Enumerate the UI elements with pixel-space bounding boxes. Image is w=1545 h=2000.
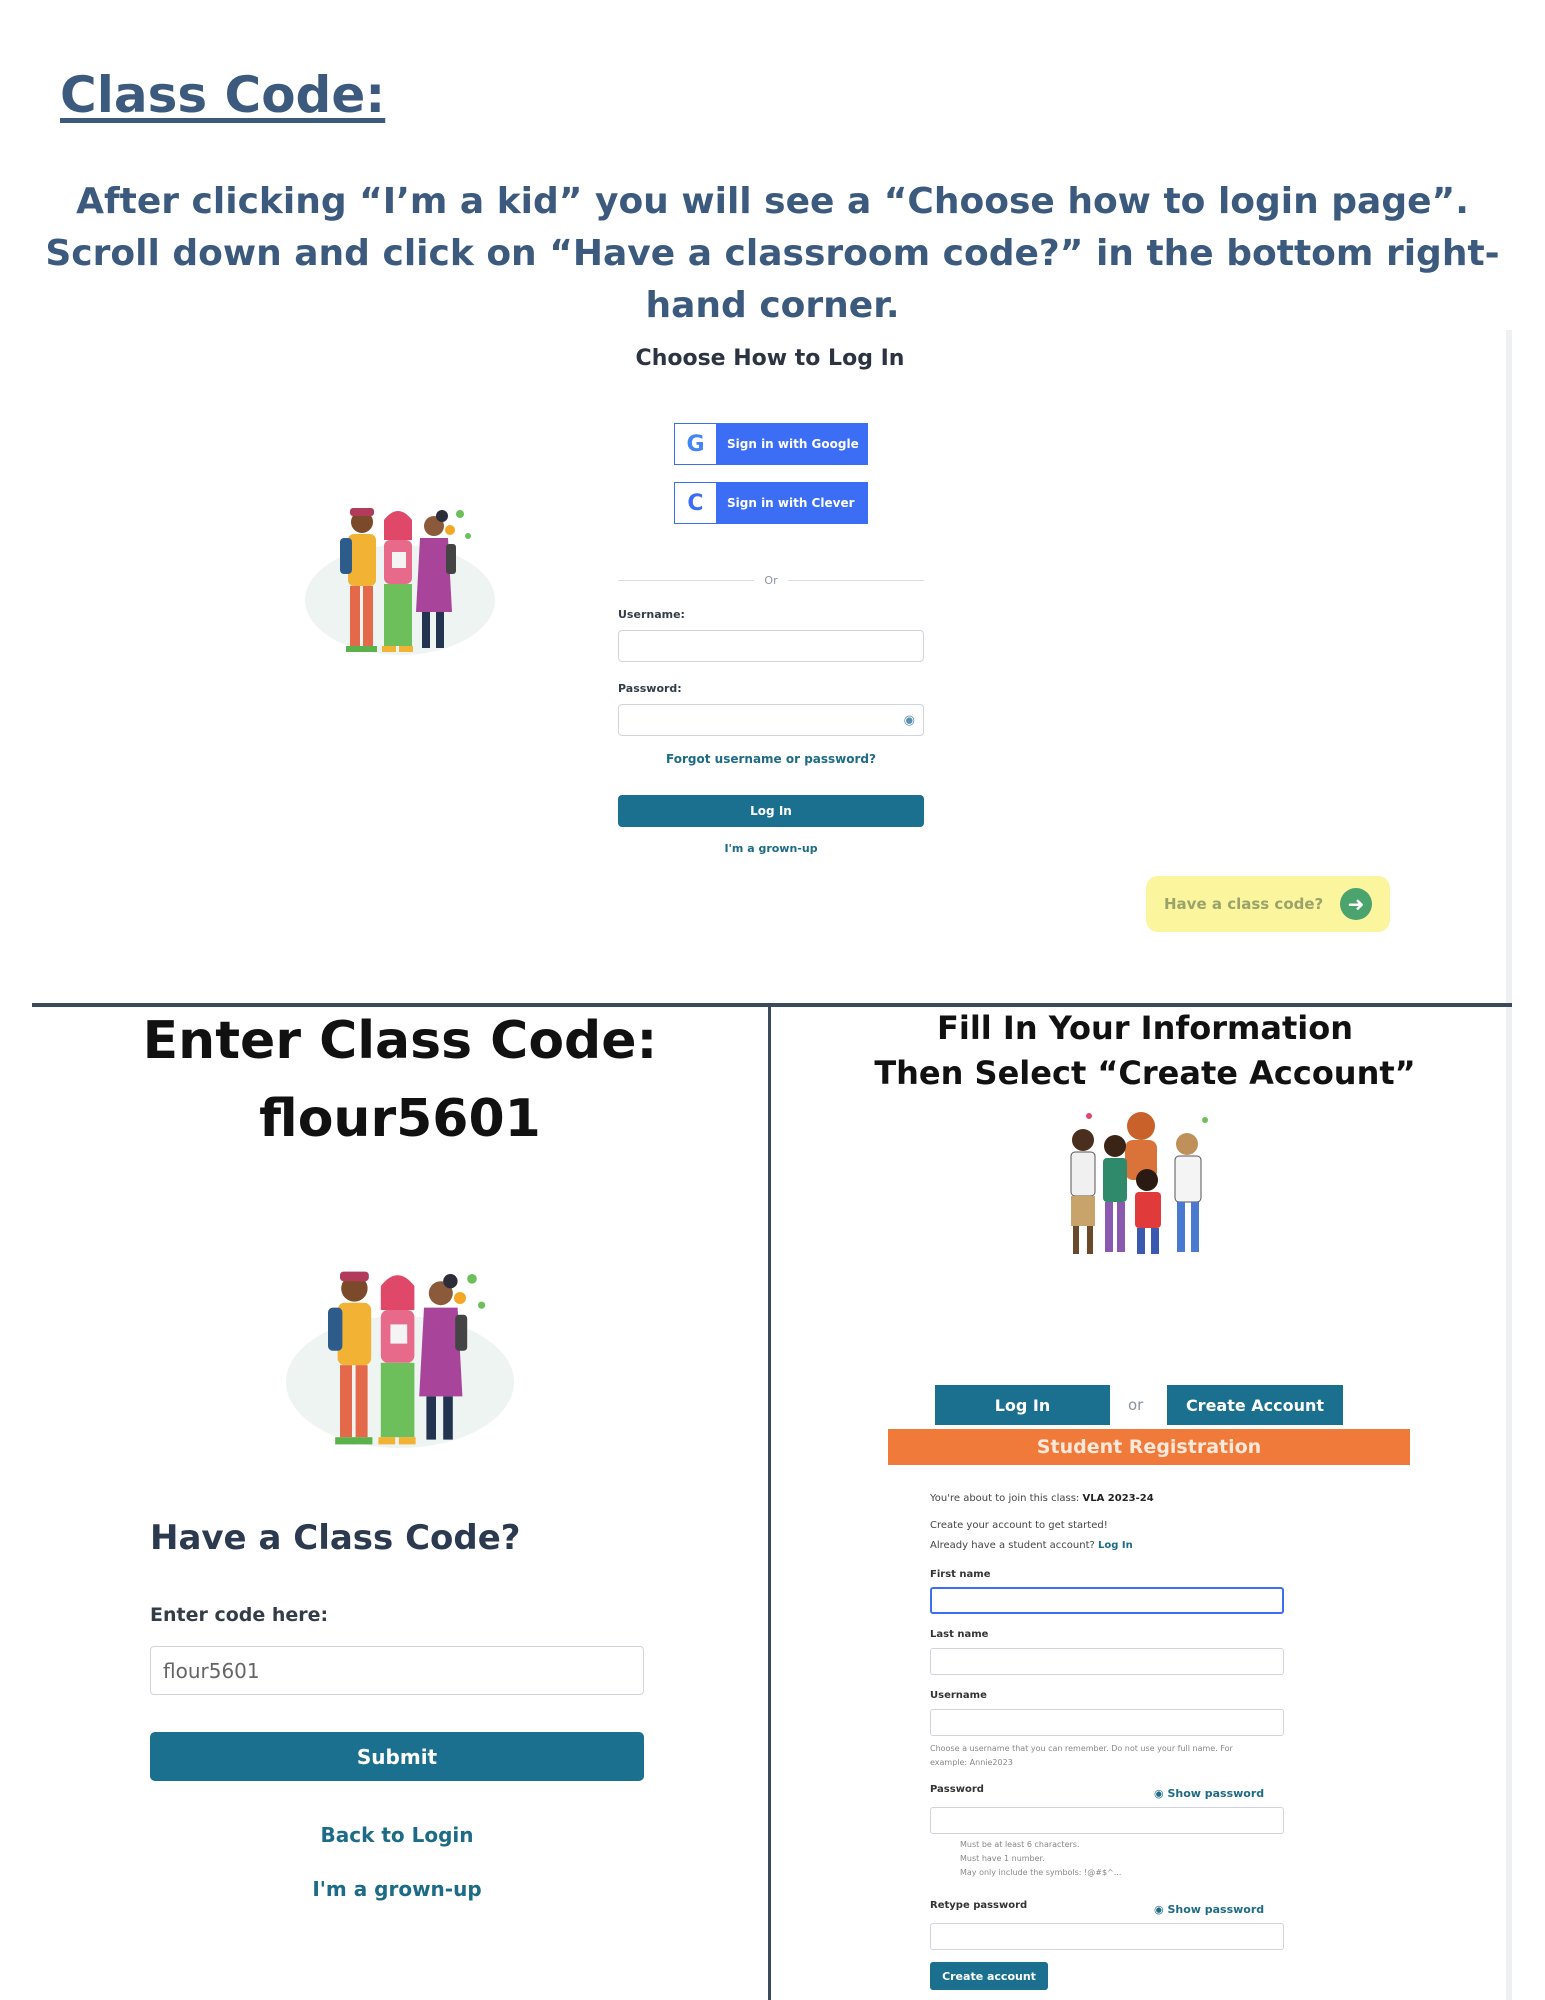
already-account-text <box>930 1540 1133 1551</box>
page-title: Class Code: <box>60 66 386 124</box>
class-code-input[interactable] <box>150 1646 644 1695</box>
tab-or-text: or <box>1128 1396 1144 1414</box>
login-page-title: Choose How to Log In <box>635 346 905 371</box>
eye-icon[interactable]: ◉ <box>903 713 915 728</box>
show-password-toggle[interactable] <box>1154 1903 1264 1916</box>
username-hint-line-1: Choose a username that you can remember. Do not use your full name. For <box>930 1744 1233 1753</box>
code-input-label: Enter code here: <box>150 1604 329 1626</box>
password-rule: Must be at least 6 characters. <box>960 1840 1080 1849</box>
retype-password-input[interactable] <box>930 1923 1284 1950</box>
enter-class-code-callout <box>100 1002 700 1158</box>
or-text: Or <box>764 574 778 587</box>
first-name-input[interactable] <box>930 1587 1284 1614</box>
create-prompt-text: Create your account to get started! <box>930 1520 1108 1531</box>
already-account-prefix: Already have a student account? <box>930 1540 1095 1551</box>
retype-password-label: Retype password <box>930 1900 1028 1911</box>
show-password-label: Show password <box>1167 1903 1265 1916</box>
password-input[interactable] <box>930 1807 1284 1834</box>
kids-illustration <box>300 500 500 675</box>
password-rule: May only include the symbols: !@#$^... <box>960 1868 1122 1877</box>
google-signin-button[interactable] <box>674 423 868 465</box>
grownup-link[interactable]: I'm a grown-up <box>724 842 818 855</box>
join-class-text <box>930 1493 1154 1504</box>
google-signin-label: Sign in with Google <box>727 437 859 451</box>
registration-login-link[interactable]: Log In <box>1098 1540 1133 1551</box>
username-label: Username <box>930 1690 987 1701</box>
username-hint-line-2: example: Annie2023 <box>930 1758 1013 1767</box>
forgot-password-link[interactable]: Forgot username or password? <box>666 752 876 766</box>
grownup-link[interactable]: I'm a grown-up <box>312 1877 482 1901</box>
show-password-label: Show password <box>1167 1787 1265 1800</box>
have-class-code-label: Have a class code? <box>1164 895 1324 913</box>
password-rule: Must have 1 number. <box>960 1854 1045 1863</box>
tab-create-account[interactable]: Create Account <box>1167 1385 1343 1425</box>
google-icon: G <box>675 424 717 464</box>
eye-icon: ◉ <box>1154 1903 1168 1916</box>
have-class-code-button[interactable] <box>1146 876 1390 932</box>
username-input[interactable] <box>618 630 924 662</box>
back-to-login-link[interactable]: Back to Login <box>320 1823 474 1847</box>
class-name: VLA 2023-24 <box>1082 1493 1154 1504</box>
password-label: Password <box>930 1784 984 1795</box>
show-password-toggle[interactable] <box>1154 1787 1264 1800</box>
callout-line-2: Then Select “Create Account” <box>874 1054 1416 1092</box>
eye-icon: ◉ <box>1154 1787 1168 1800</box>
panel-divider-vertical <box>768 1003 771 2000</box>
student-registration-banner: Student Registration <box>888 1429 1410 1465</box>
callout-line-1: Enter Class Code: <box>142 1011 658 1071</box>
username-hint <box>930 1742 1233 1770</box>
collage-edge <box>1506 330 1512 2000</box>
divider-line <box>618 580 754 581</box>
join-class-prefix: You're about to join this class: <box>930 1493 1080 1504</box>
instructions-text: After clicking “I’m a kid” you will see a “Choose how to login page”. Scroll down and click on “Have a classroom code?” in the bottom right-hand corner. <box>45 181 1500 326</box>
or-divider <box>618 574 924 587</box>
first-name-label: First name <box>930 1569 991 1580</box>
last-name-input[interactable] <box>930 1648 1284 1675</box>
password-input[interactable] <box>618 704 924 736</box>
username-input[interactable] <box>930 1709 1284 1736</box>
last-name-label: Last name <box>930 1629 989 1640</box>
divider-line <box>788 580 924 581</box>
fill-info-callout <box>780 1006 1510 1096</box>
arrow-right-icon: ➜ <box>1340 888 1372 920</box>
have-class-code-title: Have a Class Code? <box>150 1518 521 1558</box>
kids-illustration <box>280 1262 520 1472</box>
login-button[interactable]: Log In <box>618 795 924 827</box>
password-rules <box>960 1838 1121 1880</box>
class-code-value: flour5601 <box>259 1089 541 1149</box>
password-label: Password: <box>618 682 682 695</box>
clever-signin-button[interactable] <box>674 482 868 524</box>
group-illustration <box>1055 1110 1225 1265</box>
clever-signin-label: Sign in with Clever <box>727 496 855 510</box>
clever-icon: C <box>675 483 717 523</box>
create-account-button[interactable]: Create account <box>930 1962 1048 1990</box>
submit-button[interactable]: Submit <box>150 1732 644 1781</box>
tab-login[interactable]: Log In <box>935 1385 1110 1425</box>
callout-line-1: Fill In Your Information <box>937 1009 1353 1047</box>
username-label: Username: <box>618 608 685 621</box>
